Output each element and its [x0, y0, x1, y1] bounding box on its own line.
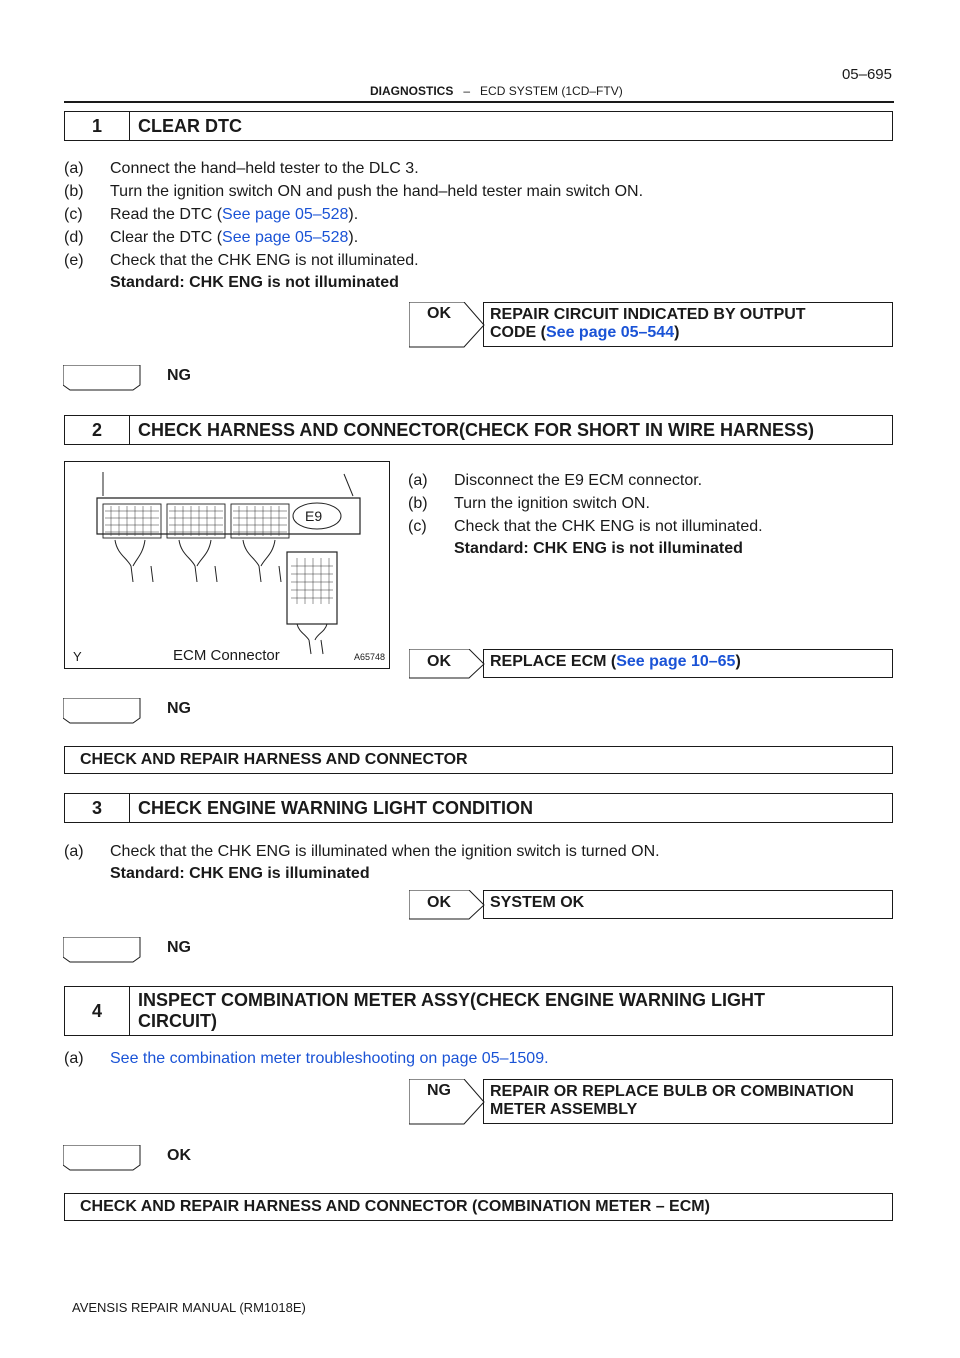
step-1-branch-tab: NG — [63, 365, 141, 396]
link-see-page-05-528[interactable]: See page 05–528 — [222, 229, 349, 246]
step-4-result-box: REPAIR OR REPLACE BULB OR COMBINATION METER ASSEMBLY — [483, 1079, 893, 1124]
header-section: DIAGNOSTICS — [370, 84, 454, 98]
step-3-branch-tab: NG — [63, 937, 141, 968]
step-2-title: CHECK HARNESS AND CONNECTOR(CHECK FOR SHORT IN WIRE HARNESS) — [138, 419, 815, 440]
step-3-header — [64, 793, 893, 823]
step-4-header — [64, 986, 893, 1036]
figure-code: A65748 — [353, 652, 385, 662]
ecm-connector-figure — [64, 461, 390, 669]
step-4-line-a: (a) See the combination meter troubleshooting on page 05–1509. — [64, 1050, 549, 1067]
step-1-result-box: REPAIR CIRCUIT INDICATED BY OUTPUT CODE (See page 05–544) — [483, 302, 893, 347]
step-3-title: CHECK ENGINE WARNING LIGHT CONDITION — [138, 797, 533, 818]
step-2-action: CHECK AND REPAIR HARNESS AND CONNECTOR — [64, 746, 893, 774]
header-rule — [64, 101, 894, 103]
step-2-line-a: (a) Disconnect the E9 ECM connector. — [408, 472, 703, 489]
step-1-line-e: (e) Check that the CHK ENG is not illuminated. — [64, 252, 419, 269]
step-2-header — [64, 415, 893, 445]
footer-manual-id: AVENSIS REPAIR MANUAL (RM1018E) — [72, 1300, 306, 1315]
step-1-line-c: (c) Read the DTC (See page 05–528). — [64, 206, 359, 223]
step-3-line-a: (a) Check that the CHK ENG is illuminated when the ignition switch is turned ON. — [64, 843, 660, 860]
ecm-connector-drawing — [65, 462, 389, 668]
page-number: 05–695 — [841, 66, 892, 83]
step-4-title: INSPECT COMBINATION METER ASSY(CHECK ENGINE WARNING LIGHT CIRCUIT) — [138, 990, 766, 1031]
running-header — [370, 84, 623, 98]
step-2-branch-tab: NG — [63, 698, 141, 729]
connector-e9-label: E9 — [305, 508, 323, 524]
link-see-page-05-528[interactable]: See page 05–528 — [222, 206, 349, 223]
step-4-number: 4 — [65, 987, 130, 1035]
step-2-standard: Standard: CHK ENG is not illuminated — [454, 540, 743, 557]
step-3-result-box: SYSTEM OK — [483, 890, 893, 919]
step-2-result-box: REPLACE ECM (See page 10–65) — [483, 649, 893, 678]
step-2-line-b: (b) Turn the ignition switch ON. — [408, 495, 650, 512]
step-1-number: 1 — [65, 112, 130, 140]
step-1-standard: Standard: CHK ENG is not illuminated — [110, 274, 399, 291]
step-3-standard: Standard: CHK ENG is illuminated — [110, 865, 370, 882]
step-1-line-d: (d) Clear the DTC (See page 05–528). — [64, 229, 359, 246]
figure-corner-mark: Y — [73, 649, 82, 664]
header-separator: – — [463, 84, 471, 98]
step-1-header — [64, 111, 893, 141]
step-3-number: 3 — [65, 794, 130, 822]
step-1-line-b: (b) Turn the ignition switch ON and push the hand–held tester main switch ON. — [64, 183, 644, 200]
step-4-branch-tab: OK — [63, 1145, 141, 1176]
step-1-line-a: (a) Connect the hand–held tester to the DLC 3. — [64, 160, 419, 177]
header-system: ECD SYSTEM (1CD–FTV) — [480, 84, 623, 98]
link-see-page-05-544[interactable]: See page 05–544 — [546, 324, 675, 341]
figure-caption: ECM Connector — [173, 647, 280, 664]
step-2-line-c: (c) Check that the CHK ENG is not illuminated. — [408, 518, 763, 535]
step-4-action: CHECK AND REPAIR HARNESS AND CONNECTOR (COMBINATION METER – ECM) — [64, 1193, 893, 1221]
step-1-title: CLEAR DTC — [138, 115, 242, 136]
link-see-page-10-65[interactable]: See page 10–65 — [616, 653, 736, 670]
link-combination-meter-troubleshooting[interactable]: See the combination meter troubleshooting on page 05–1509. — [110, 1050, 549, 1067]
step-2-number: 2 — [65, 416, 130, 444]
